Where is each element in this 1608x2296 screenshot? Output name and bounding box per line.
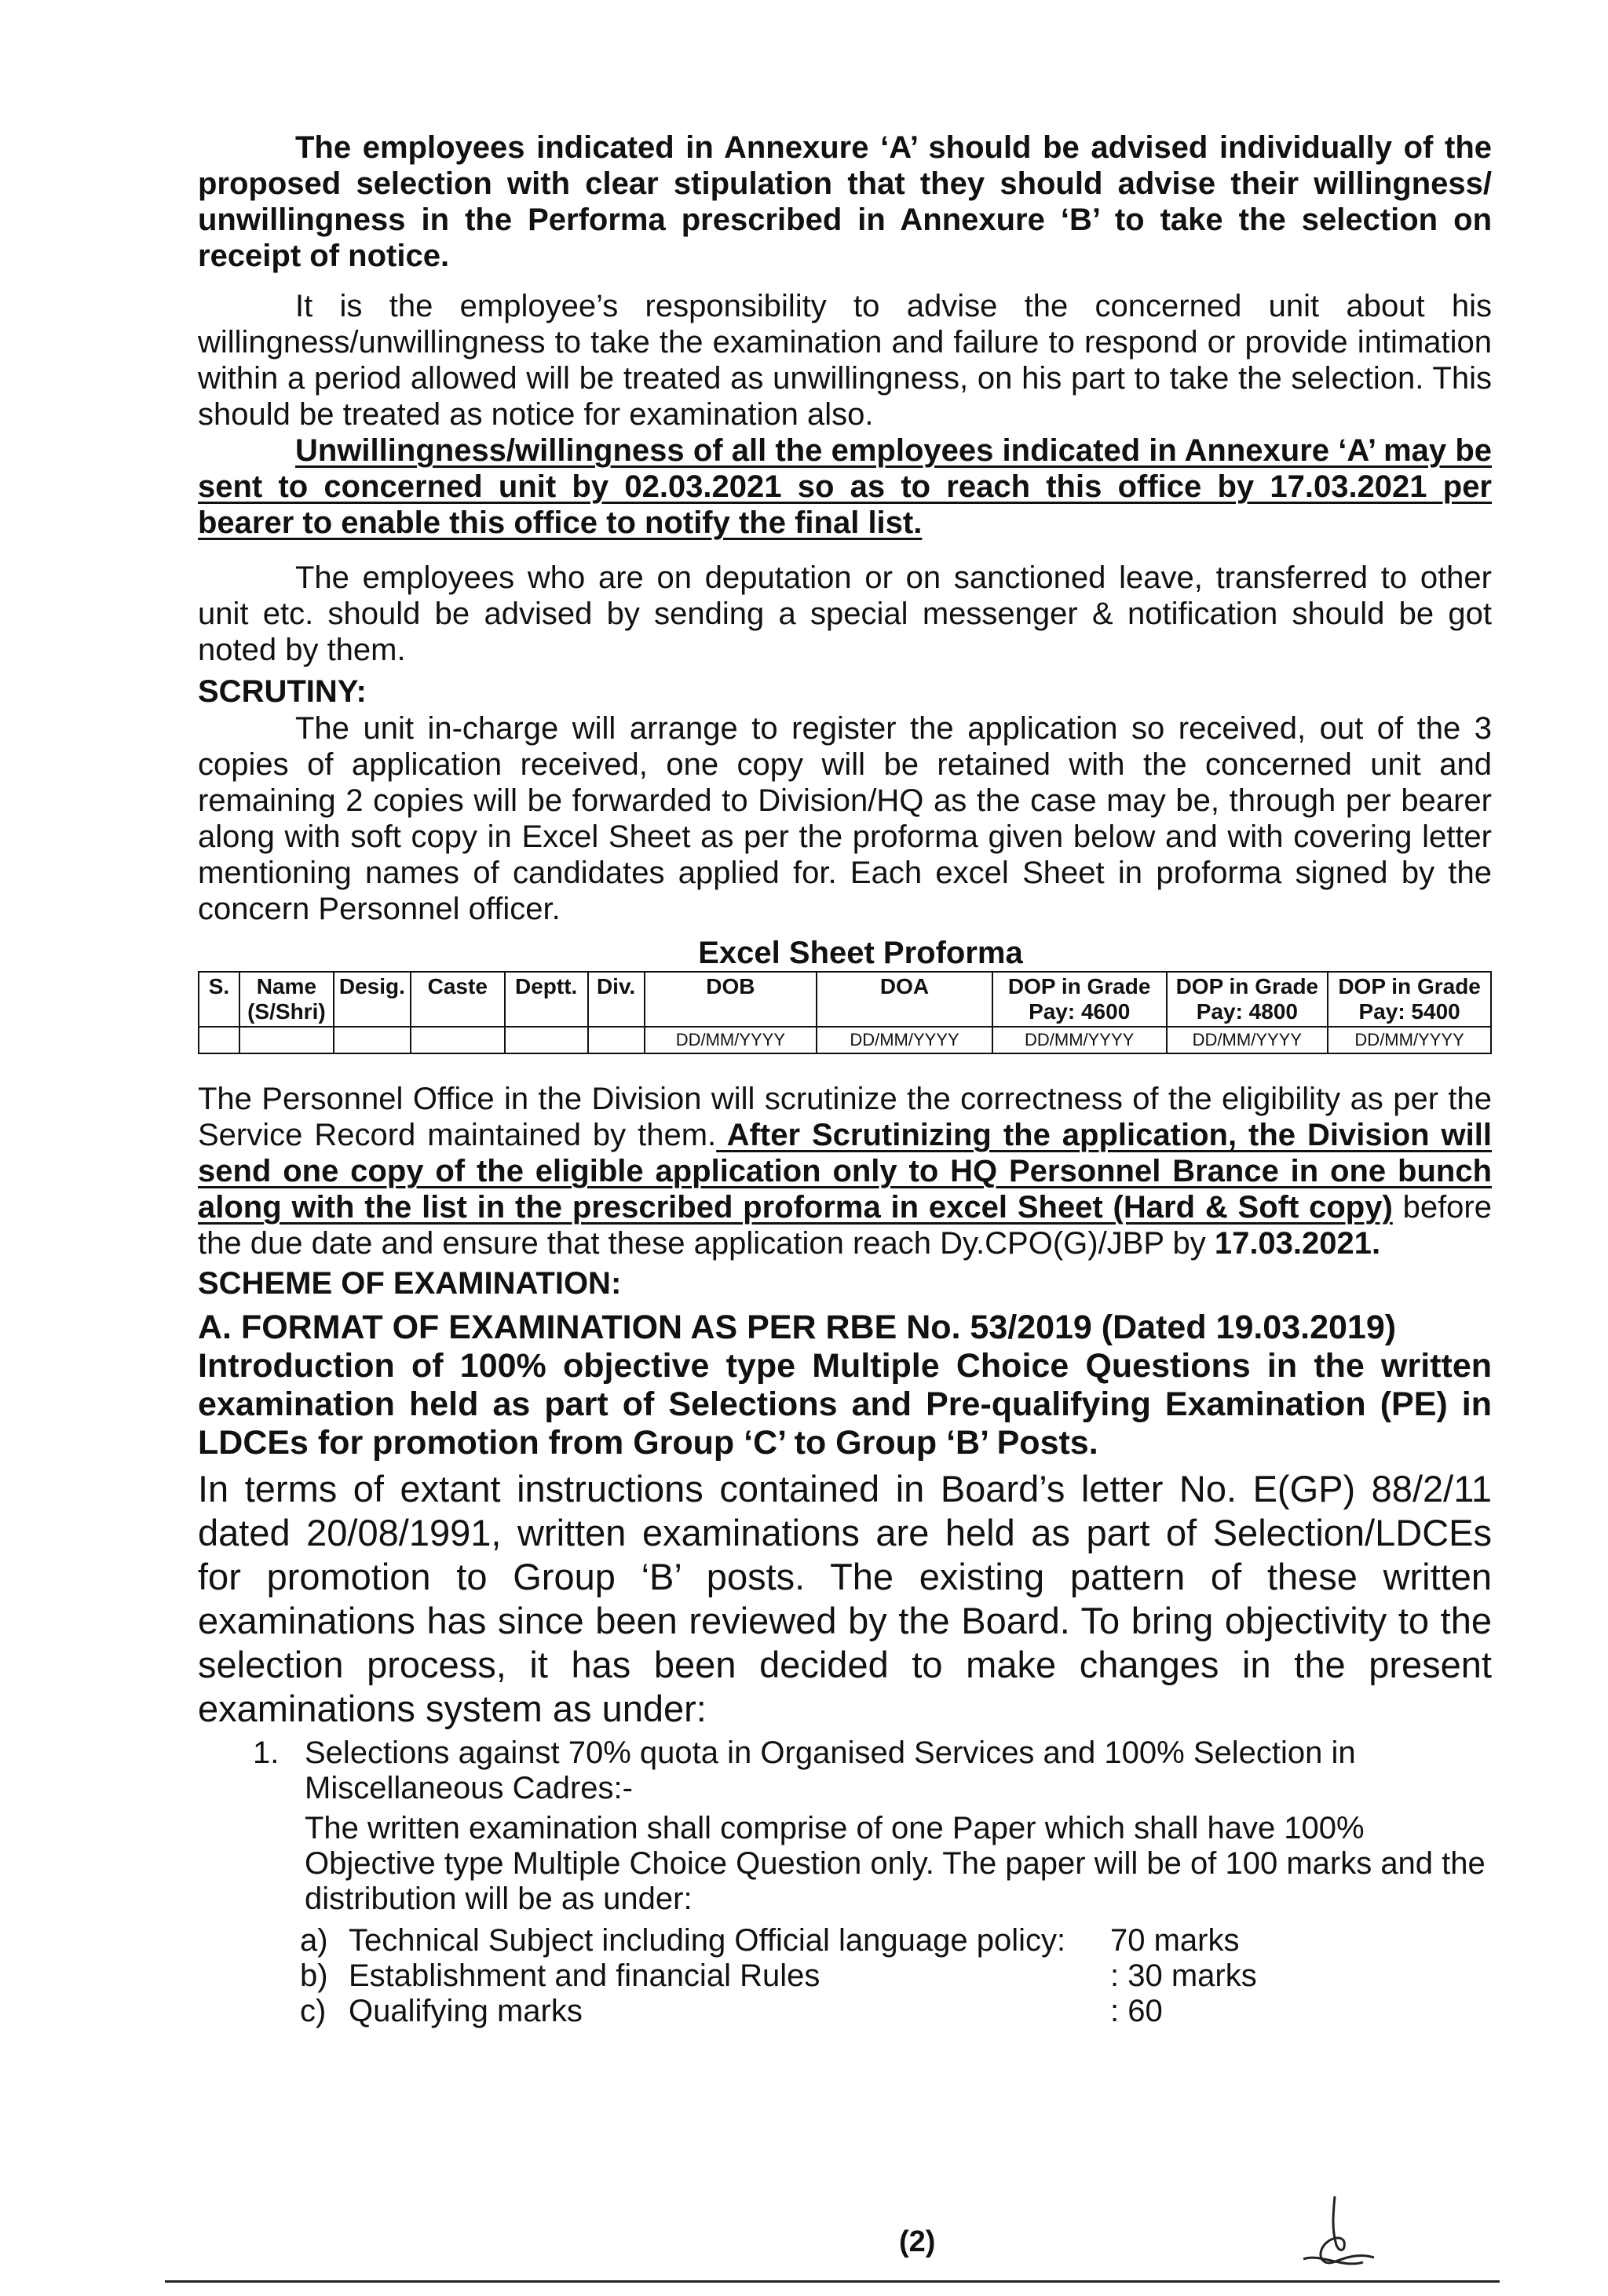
- marks-letter: c): [300, 1994, 327, 2028]
- header-caste: Caste: [411, 972, 505, 1027]
- document-page: [198, 130, 1492, 2029]
- scrutiny-heading: SCRUTINY:: [198, 674, 367, 709]
- list-item-number: 1.: [253, 1736, 280, 1770]
- header-dob: DOB: [645, 972, 817, 1027]
- format-cell: [334, 1027, 411, 1053]
- format-cell: [588, 1027, 645, 1053]
- marks-row: [300, 1923, 1492, 1958]
- paragraph-board-letter: In terms of extant instructions contained in Board’s letter No. E(GP) 88/2/11 dated 20/08/1991, written examinations are held as part of Selection/LDCEs for promotion to Group ‘B’ posts. The existing pattern of these written examinations has since been reviewed by the Board. To bring objectivity to the selection process, it has been decided to make changes in the present examinations system as under:: [198, 1468, 1492, 1729]
- marks-row: [300, 1994, 1492, 2029]
- personnel-office-text: The Personnel Office in the Division will scrutinize the correctness of the eligibility as per the Service Record maintained by them.: [198, 1082, 1492, 1152]
- format-doa: DD/MM/YYYY: [817, 1027, 992, 1053]
- header-name: Name (S/Shri): [239, 972, 334, 1027]
- list-item: [253, 1736, 1492, 1806]
- header-serial: S.: [199, 972, 239, 1027]
- paragraph-personnel-office: [198, 1081, 1492, 1261]
- format-cell: [411, 1027, 505, 1053]
- handwritten-signature: [1288, 2190, 1398, 2276]
- proforma-title: Excel Sheet Proforma: [698, 936, 1023, 970]
- header-deptt: Deptt.: [505, 972, 588, 1027]
- header-desig: Desig.: [334, 972, 411, 1027]
- list-item-body: The written examination shall comprise of one Paper which shall have 100% Objective type Multiple Choice Question only. The paper will be of 100 marks and the distribution will be as under:: [305, 1811, 1486, 1916]
- personnel-office-tail: before the due date and ensure that these application reach Dy.CPO(G)/JBP by: [198, 1190, 1492, 1261]
- marks-subject: Qualifying marks: [349, 1994, 583, 2028]
- scheme-heading: SCHEME OF EXAMINATION:: [198, 1266, 622, 1301]
- format-dob: DD/MM/YYYY: [645, 1027, 817, 1053]
- format-cell: [505, 1027, 588, 1053]
- proforma-format-row: [199, 1027, 1491, 1053]
- list-item-text: Selections against 70% quota in Organised Services and 100% Selection in Miscellaneous Cadres:-: [305, 1736, 1356, 1805]
- marks-letter: b): [300, 1958, 328, 1993]
- marks-value: 70 marks: [1110, 1923, 1240, 1958]
- format-dop-4800: DD/MM/YYYY: [1167, 1027, 1328, 1053]
- marks-subject: Establishment and financial Rules: [349, 1958, 820, 1993]
- marks-value: : 60: [1110, 1994, 1163, 2028]
- footer-rule: [165, 2280, 1500, 2283]
- marks-value: : 30 marks: [1110, 1958, 1257, 1993]
- header-doa: DOA: [817, 972, 992, 1027]
- format-cell: [199, 1027, 239, 1053]
- proforma-header-row: [199, 972, 1491, 1027]
- marks-row: [300, 1958, 1492, 1994]
- header-dop-4800: DOP in Grade Pay: 4800: [1167, 972, 1328, 1027]
- paragraph-deadline: Unwillingness/willingness of all the employees indicated in Annexure ‘A’ may be sent to concerned unit by 02.03.2021 so as to reach this office by 17.03.2021 per bearer to enable this office to notify the final list.: [198, 433, 1492, 540]
- header-dop-4600: DOP in Grade Pay: 4600: [992, 972, 1167, 1027]
- marks-distribution: [300, 1923, 1492, 2029]
- selection-list: [253, 1736, 1492, 1917]
- paragraph-scrutiny: The unit in-charge will arrange to register the application so received, out of the 3 copies of application received, one copy will be retained with the concerned unit and remaining 2 copies will be forwarded to Division/HQ as the case may be, through per bearer along with soft copy in Excel Sheet as per the proforma given below and with covering letter mentioning names of candidates applied for. Each excel Sheet in proforma signed by the concern Personnel officer.: [198, 711, 1492, 926]
- paragraph-responsibility: It is the employee’s responsibility to advise the concerned unit about his willingness/unwillingness to take the examination and failure to respond or provide intimation within a period allowed will be treated as unwillingness, on his part to take the selection. This should be treated as notice for examination also.: [198, 289, 1492, 432]
- paragraph-deputation: The employees who are on deputation or on sanctioned leave, transferred to other unit etc. should be advised by sending a special messenger & notification should be got noted by them.: [198, 560, 1492, 667]
- personnel-office-underlined: After Scrutinizing the application, the Division will send one copy of the eligible application only to HQ Personnel Brance in one bunch along with the list in the prescribed proforma in excel Sheet (Hard & Soft copy): [198, 1118, 1493, 1225]
- format-cell: [239, 1027, 334, 1053]
- personnel-office-date: 17.03.2021.: [1214, 1226, 1381, 1261]
- intro-heading: Introduction of 100% objective type Multiple Choice Questions in the written examination held as part of Selections and Pre-qualifying Examination (PE) in LDCEs for promotion from Group ‘C’ to Group ‘B’ Posts.: [198, 1347, 1492, 1462]
- header-dop-5400: DOP in Grade Pay: 5400: [1328, 972, 1491, 1027]
- format-dop-5400: DD/MM/YYYY: [1328, 1027, 1491, 1053]
- proforma-table: [198, 971, 1492, 1054]
- header-div: Div.: [588, 972, 645, 1027]
- format-dop-4600: DD/MM/YYYY: [992, 1027, 1167, 1053]
- marks-subject: Technical Subject including Official language policy:: [349, 1923, 1066, 1958]
- paragraph-annexure-a: The employees indicated in Annexure ‘A’ should be advised individually of the proposed selection with clear stipulation that they should advise their willingness/ unwillingness in the Performa prescribed in Annexure ‘B’ to take the selection on receipt of notice.: [198, 130, 1492, 273]
- page-number: (2): [899, 2225, 936, 2258]
- format-heading: A. FORMAT OF EXAMINATION AS PER RBE No. 53/2019 (Dated 19.03.2019): [198, 1309, 1397, 1346]
- marks-letter: a): [300, 1923, 328, 1958]
